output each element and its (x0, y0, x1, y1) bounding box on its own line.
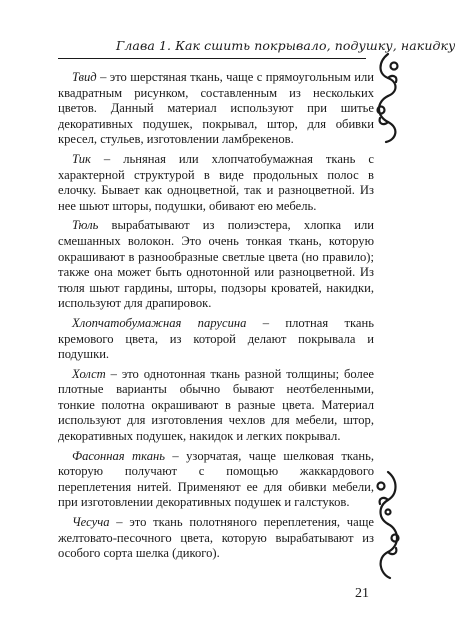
paragraph-tussah (58, 515, 374, 562)
term: Холст (72, 366, 106, 381)
term: Тюль (72, 218, 99, 233)
page-number: 21 (355, 586, 369, 601)
paragraph-tick (58, 152, 374, 214)
definition: – льняная или хлопчатобумажная ткань с характерной структурой в виде продольных полос в елочку. Бывает как одноцветной, так и разноцветной. Из нее шьют шторы, подушки, обивают ею мебель. (58, 151, 374, 213)
definition: – это шерстяная ткань, чаще с прямоугольным или квадратным рисунком, составленным из нескольких цветов. Данный материал используют при шитье декоративных подушек, покрывал, штор, для обивки кресел, стульев, изготовлении ламбрекенов. (58, 70, 374, 147)
term: Фасонная ткань (72, 448, 166, 463)
running-head: Глава 1. Как сшить покрывало, подушку, накидку (116, 38, 455, 53)
term: Хлопчатобумажная парусина (72, 315, 247, 330)
body-text (58, 70, 374, 566)
paragraph-canvas-cotton (58, 316, 374, 363)
definition: – плотная ткань кремового цвета, из которой делают покрывала и подушки. (58, 315, 375, 362)
term: Чесуча (72, 515, 110, 530)
term: Твид (72, 70, 97, 84)
definition: вырабатывают из полиэстера, хлопка или смешанных волокон. Это очень тонкая ткань, которую окрашивают в разнообразные светлые цвета (но правило); также она может быть однотонной или разноцветной. Из тюля шьют гардины, шторы, подзоры кроватей, накидки, используют для драпировок. (58, 218, 374, 311)
definition: – это однотонная ткань разной толщины; более плотные варианты обычно бывают неотбеленными, тонкие полотна окрашивают в разные цвета. Материал используют для изготовления чехлов для мебели, штор, декоративных подушек, накидок и легких покрывал. (58, 366, 374, 444)
term: Тик (72, 151, 91, 166)
definition: – узорчатая, чаще шелковая ткань, которую получают с помощью жаккардового переплетения нитей. Применяют ее для обивки мебели, при изготовлении декоративных подушек и галстуков. (58, 448, 374, 510)
definition: – это ткань полотняного переплетения, чаще желтовато-песочного цвета, которую вырабатывают из особого сорта шелка (дикого). (58, 515, 374, 561)
paragraph-linen-canvas (58, 367, 374, 445)
paragraph-tulle (58, 218, 374, 312)
scroll-ornament-icon (372, 52, 404, 144)
paragraph-jacquard (58, 449, 374, 511)
paragraph-tweed (58, 70, 374, 148)
scroll-ornament-icon (372, 470, 404, 582)
header-rule (58, 58, 366, 59)
